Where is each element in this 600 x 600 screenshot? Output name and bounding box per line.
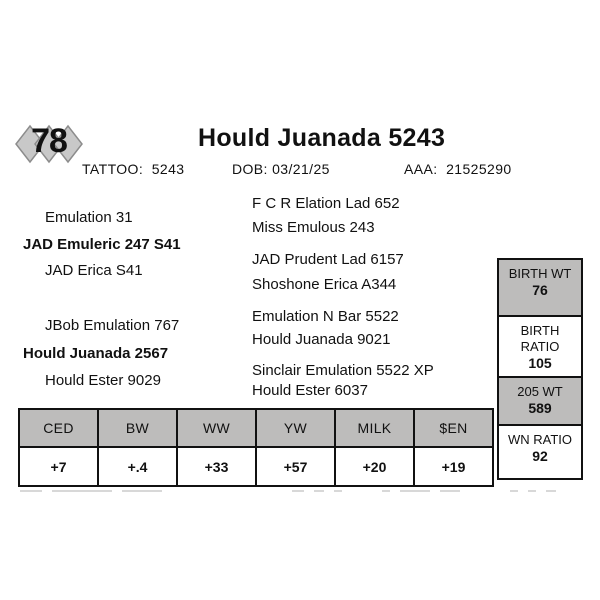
birth-ratio-label-1: BIRTH [520, 323, 560, 338]
birth-ratio-label-2: RATIO [520, 339, 560, 354]
epd-value-ced: +7 [19, 447, 98, 486]
dob-info [232, 161, 330, 177]
sire-sire: Emulation 31 [45, 209, 133, 226]
weaning-ratio-value: 92 [532, 448, 548, 464]
dam-sire: JBob Emulation 767 [45, 317, 180, 334]
epd-header-yw: YW [256, 409, 335, 447]
aaa-value: 21525290 [446, 161, 512, 177]
dob-value: 03/21/25 [272, 161, 330, 177]
epd-header-row [19, 409, 493, 447]
sire-dam: JAD Erica S41 [45, 262, 143, 279]
sire: JAD Emuleric 247 S41 [23, 236, 181, 253]
gen3-item: Hould Juanada 9021 [252, 331, 391, 348]
epd-header-milk: MILK [335, 409, 414, 447]
gen3-item: Shoshone Erica A344 [252, 276, 397, 293]
aaa-info [404, 161, 512, 177]
weaning-weight-cell [499, 376, 581, 424]
tattoo-value: 5243 [151, 161, 185, 177]
epd-header-bw: BW [98, 409, 177, 447]
lot-number: 78 [31, 122, 67, 160]
clipped-footnote [20, 490, 580, 496]
gen3-item: Emulation N Bar 5522 [252, 308, 399, 325]
epd-header-ced: CED [19, 409, 98, 447]
tattoo-label: TATTOO: [82, 161, 144, 177]
animal-name: Hould Juanada 5243 [198, 124, 446, 152]
weaning-weight-value: 589 [528, 400, 552, 416]
tattoo-info [82, 161, 184, 177]
weaning-ratio-label: WN RATIO [507, 432, 573, 447]
epd-header-ww: WW [177, 409, 256, 447]
performance-box [497, 258, 583, 480]
aaa-label: AAA: [404, 161, 438, 177]
gen3-item: Hould Ester 6037 [252, 382, 368, 399]
epd-value-milk: +20 [335, 447, 414, 486]
birth-weight-value: 76 [532, 282, 548, 298]
gen3-item: JAD Prudent Lad 6157 [252, 251, 404, 268]
birth-ratio-cell [499, 315, 581, 376]
weaning-weight-label: 205 WT [517, 384, 563, 399]
dob-label: DOB: [232, 161, 268, 177]
dam: Hould Juanada 2567 [23, 345, 169, 362]
birth-weight-cell [499, 260, 581, 315]
birth-weight-label: BIRTH WT [508, 266, 572, 281]
gen3-item: F C R Elation Lad 652 [252, 195, 400, 212]
gen3-item: Sinclair Emulation 5522 XP [252, 362, 434, 379]
birth-ratio-value: 105 [528, 355, 552, 371]
epd-value-bw: +.4 [98, 447, 177, 486]
gen3-item: Miss Emulous 243 [252, 219, 375, 236]
epd-value-yw: +57 [256, 447, 335, 486]
epd-header-en: $EN [414, 409, 493, 447]
dam-dam: Hould Ester 9029 [45, 372, 161, 389]
weaning-ratio-cell [499, 424, 581, 478]
lot-badge [14, 120, 84, 168]
epd-value-en: +19 [414, 447, 493, 486]
epd-table [18, 408, 494, 487]
epd-value-row [19, 447, 493, 486]
epd-value-ww: +33 [177, 447, 256, 486]
